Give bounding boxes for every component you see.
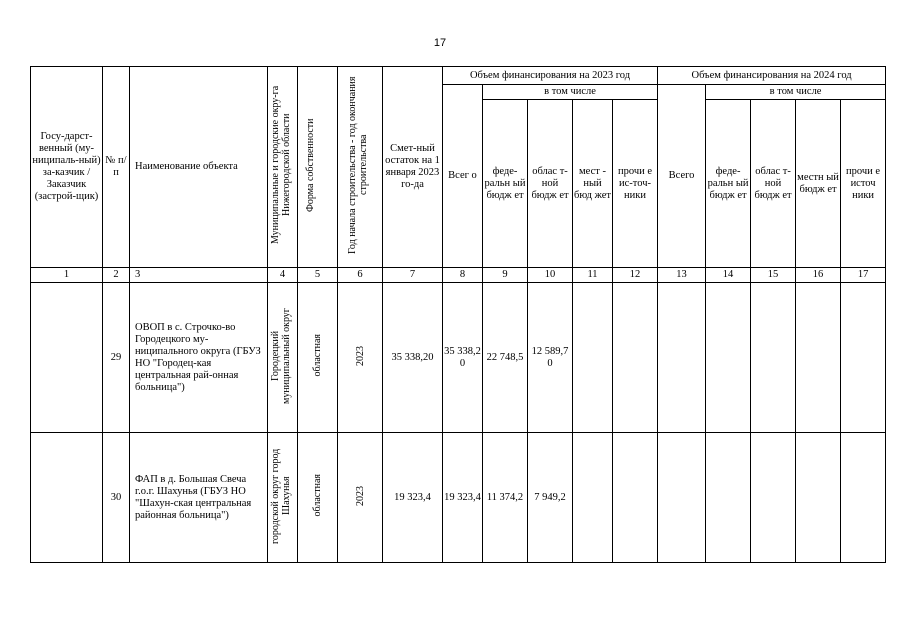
cell-local-2023 [573, 283, 613, 433]
header-total-2024: Всего [658, 85, 706, 268]
header-local-2023: мест - ный бюд жет [573, 100, 613, 268]
cell-object-name: ФАП в д. Большая Свеча г.о.г. Шахунья (ГБУЗ НО "Шахун-ская центральная районная больница") [130, 433, 268, 563]
col-num-13: 13 [658, 268, 706, 283]
cell-estimate: 19 323,4 [383, 433, 443, 563]
cell-estimate: 35 338,20 [383, 283, 443, 433]
cell-total-2023: 19 323,4 [443, 433, 483, 563]
cell-regional-2024 [751, 283, 796, 433]
cell-other-2024 [841, 433, 886, 563]
header-total-2023: Всег о [443, 85, 483, 268]
cell-federal-2024 [706, 433, 751, 563]
header-number: № п/ п [103, 67, 130, 268]
cell-number: 29 [103, 283, 130, 433]
header-other-2023: прочи е ис-точ-ники [613, 100, 658, 268]
cell-number: 30 [103, 433, 130, 563]
column-number-row [31, 268, 886, 283]
col-num-3: 3 [130, 268, 268, 283]
cell-local-2024 [796, 283, 841, 433]
col-num-4: 4 [268, 268, 298, 283]
header-object-name: Наименование объекта [130, 67, 268, 268]
col-num-15: 15 [751, 268, 796, 283]
cell-municipality: городской округ город Шахунья [268, 433, 298, 563]
cell-other-2023 [613, 283, 658, 433]
cell-customer [31, 433, 103, 563]
cell-regional-2024 [751, 433, 796, 563]
header-federal-2024: феде-ральн ый бюдж ет [706, 100, 751, 268]
cell-federal-2024 [706, 283, 751, 433]
col-num-14: 14 [706, 268, 751, 283]
header-regional-2023: облас т-ной бюдж ет [528, 100, 573, 268]
header-federal-2023: феде-ральн ый бюдж ет [483, 100, 528, 268]
cell-years: 2023 [338, 433, 383, 563]
header-fin-2024: Объем финансирования на 2024 год [658, 67, 886, 85]
cell-other-2024 [841, 283, 886, 433]
cell-local-2024 [796, 433, 841, 563]
cell-federal-2023: 22 748,5 [483, 283, 528, 433]
col-num-2: 2 [103, 268, 130, 283]
table-row [31, 433, 886, 563]
cell-municipality: Городецкий муниципальный округ [268, 283, 298, 433]
header-years: Год начала строительства - год окончания строительства [338, 67, 383, 268]
col-num-7: 7 [383, 268, 443, 283]
cell-years: 2023 [338, 283, 383, 433]
col-num-12: 12 [613, 268, 658, 283]
cell-total-2023: 35 338,2 0 [443, 283, 483, 433]
header-customer: Госу-дарст-венный (му-ниципаль-ный) за-казчик / Заказчик (застрой-щик) [31, 67, 103, 268]
header-local-2024: местн ый бюдж ет [796, 100, 841, 268]
cell-other-2023 [613, 433, 658, 563]
cell-object-name: ОВОП в с. Строчко-во Городецкого му-ниципального округа (ГБУЗ НО "Городец-кая центральная рай-онная больница") [130, 283, 268, 433]
table-row [31, 283, 886, 433]
header-regional-2024: облас т-ной бюдж ет [751, 100, 796, 268]
col-num-8: 8 [443, 268, 483, 283]
financing-table [30, 66, 886, 563]
header-estimate: Смет-ный остаток на 1 января 2023 го-да [383, 67, 443, 268]
cell-local-2023 [573, 433, 613, 563]
cell-total-2024 [658, 433, 706, 563]
col-num-11: 11 [573, 268, 613, 283]
col-num-17: 17 [841, 268, 886, 283]
cell-federal-2023: 11 374,2 [483, 433, 528, 563]
header-ownership: Форма собственности [298, 67, 338, 268]
cell-customer [31, 283, 103, 433]
page-number: 17 [433, 37, 447, 49]
header-incl-2024: в том числе [706, 85, 886, 100]
col-num-6: 6 [338, 268, 383, 283]
cell-ownership: областная [298, 283, 338, 433]
col-num-10: 10 [528, 268, 573, 283]
cell-regional-2023: 7 949,2 [528, 433, 573, 563]
cell-ownership: областная [298, 433, 338, 563]
col-num-5: 5 [298, 268, 338, 283]
cell-regional-2023: 12 589,7 0 [528, 283, 573, 433]
header-fin-2023: Объем финансирования на 2023 год [443, 67, 658, 85]
col-num-9: 9 [483, 268, 528, 283]
col-num-16: 16 [796, 268, 841, 283]
cell-total-2024 [658, 283, 706, 433]
header-other-2024: прочи е источ ники [841, 100, 886, 268]
header-municipality: Муниципальные и городские окру-га Нижегородской области [268, 67, 298, 268]
col-num-1: 1 [31, 268, 103, 283]
header-incl-2023: в том числе [483, 85, 658, 100]
